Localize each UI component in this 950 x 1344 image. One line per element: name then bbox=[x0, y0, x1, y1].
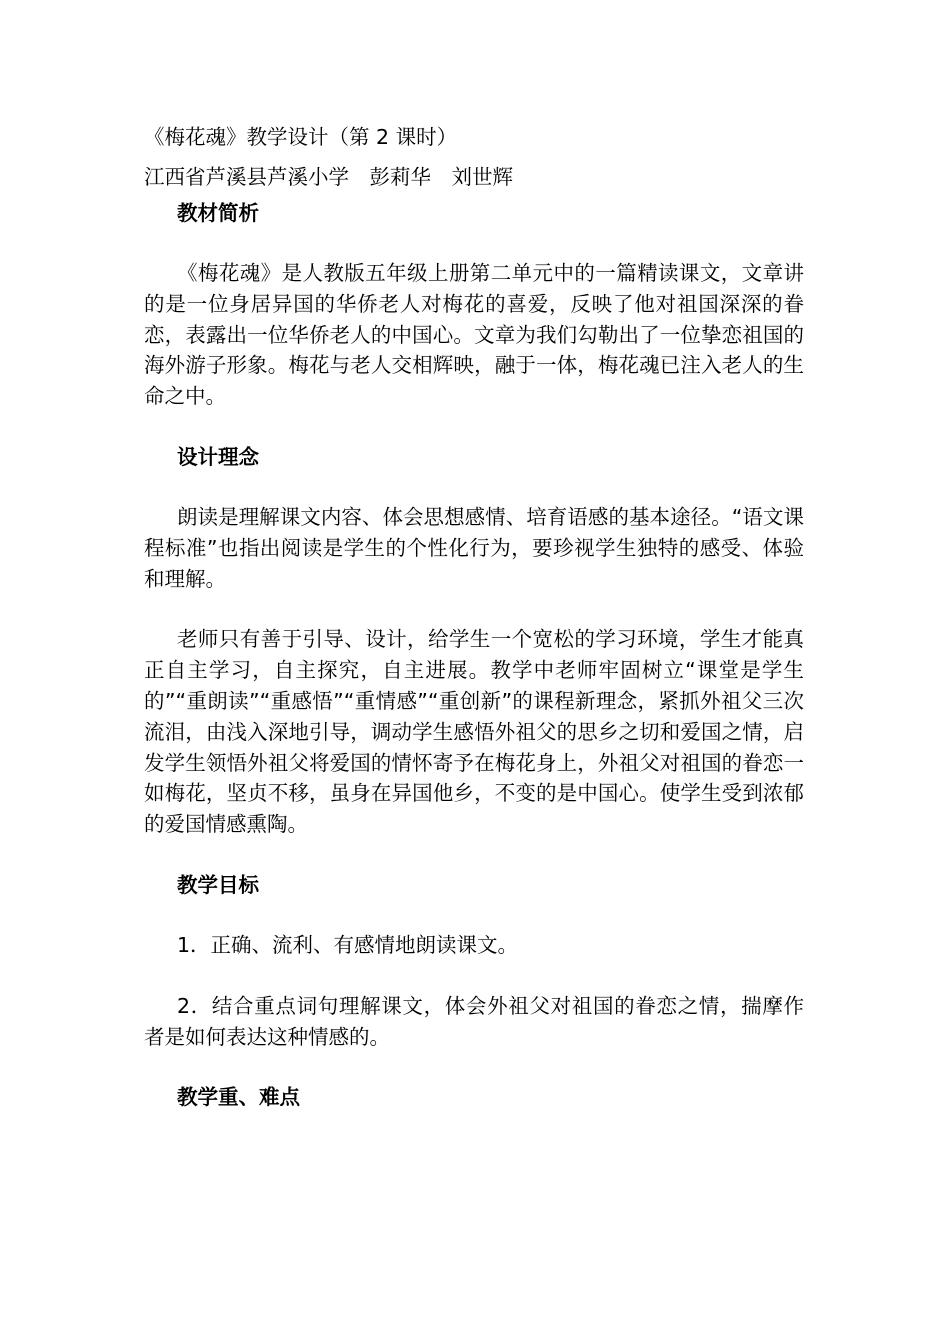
heading-concept: 设计理念 bbox=[177, 444, 259, 469]
goal-item-1: 1．正确、流利、有感情地朗读课文。 bbox=[177, 932, 519, 957]
heading-key-points: 教学重、难点 bbox=[177, 1085, 300, 1110]
paragraph-analysis: 《梅花魂》是人教版五年级上册第二单元中的一篇精读课文，文章讲的是一位身居异国的华侨老人对梅花的喜爱，反映了他对祖国深深的眷恋，表露出一位华侨老人的中国心。文章为我们勾勒出了一位挚恋祖国的海外游子形象。梅花与老人交相辉映，融于一体，梅花魂已注入老人的生命之中。 bbox=[144, 261, 804, 409]
paragraph-concept-2: 老师只有善于引导、设计，给学生一个宽松的学习环境，学生才能真正自主学习，自主探究，自主进展。教学中老师牢固树立“课堂是学生的”“重朗读”“重感悟”“重情感”“重创新”的课程新理念，紧抓外祖父三次流泪，由浅入深地引导，调动学生感悟外祖父的思乡之切和爱国之情，启发学生领悟外祖父将爱国的情怀寄予在梅花身上，外祖父对祖国的眷恋一如梅花，坚贞不移，虽身在异国他乡，不变的是中国心。使学生受到浓郁的爱国情感熏陶。 bbox=[144, 627, 804, 837]
document-page bbox=[144, 122, 804, 1112]
paragraph-concept-1: 朗读是理解课文内容、体会思想感情、培育语感的基本途径。“语文课程标准”也指出阅读是学生的个性化行为，要珍视学生独特的感受、体验和理解。 bbox=[144, 504, 804, 591]
heading-analysis: 教材简析 bbox=[177, 201, 259, 225]
goal-item-2: 2．结合重点词句理解课文，体会外祖父对祖国的眷恋之情，揣摩作者是如何表达这种情感的。 bbox=[144, 993, 804, 1049]
document-author: 江西省芦溪县芦溪小学 彭莉华 刘世辉 bbox=[144, 165, 513, 189]
document-title: 《梅花魂》教学设计（第 2 课时） bbox=[144, 125, 458, 149]
heading-goals: 教学目标 bbox=[177, 872, 259, 897]
